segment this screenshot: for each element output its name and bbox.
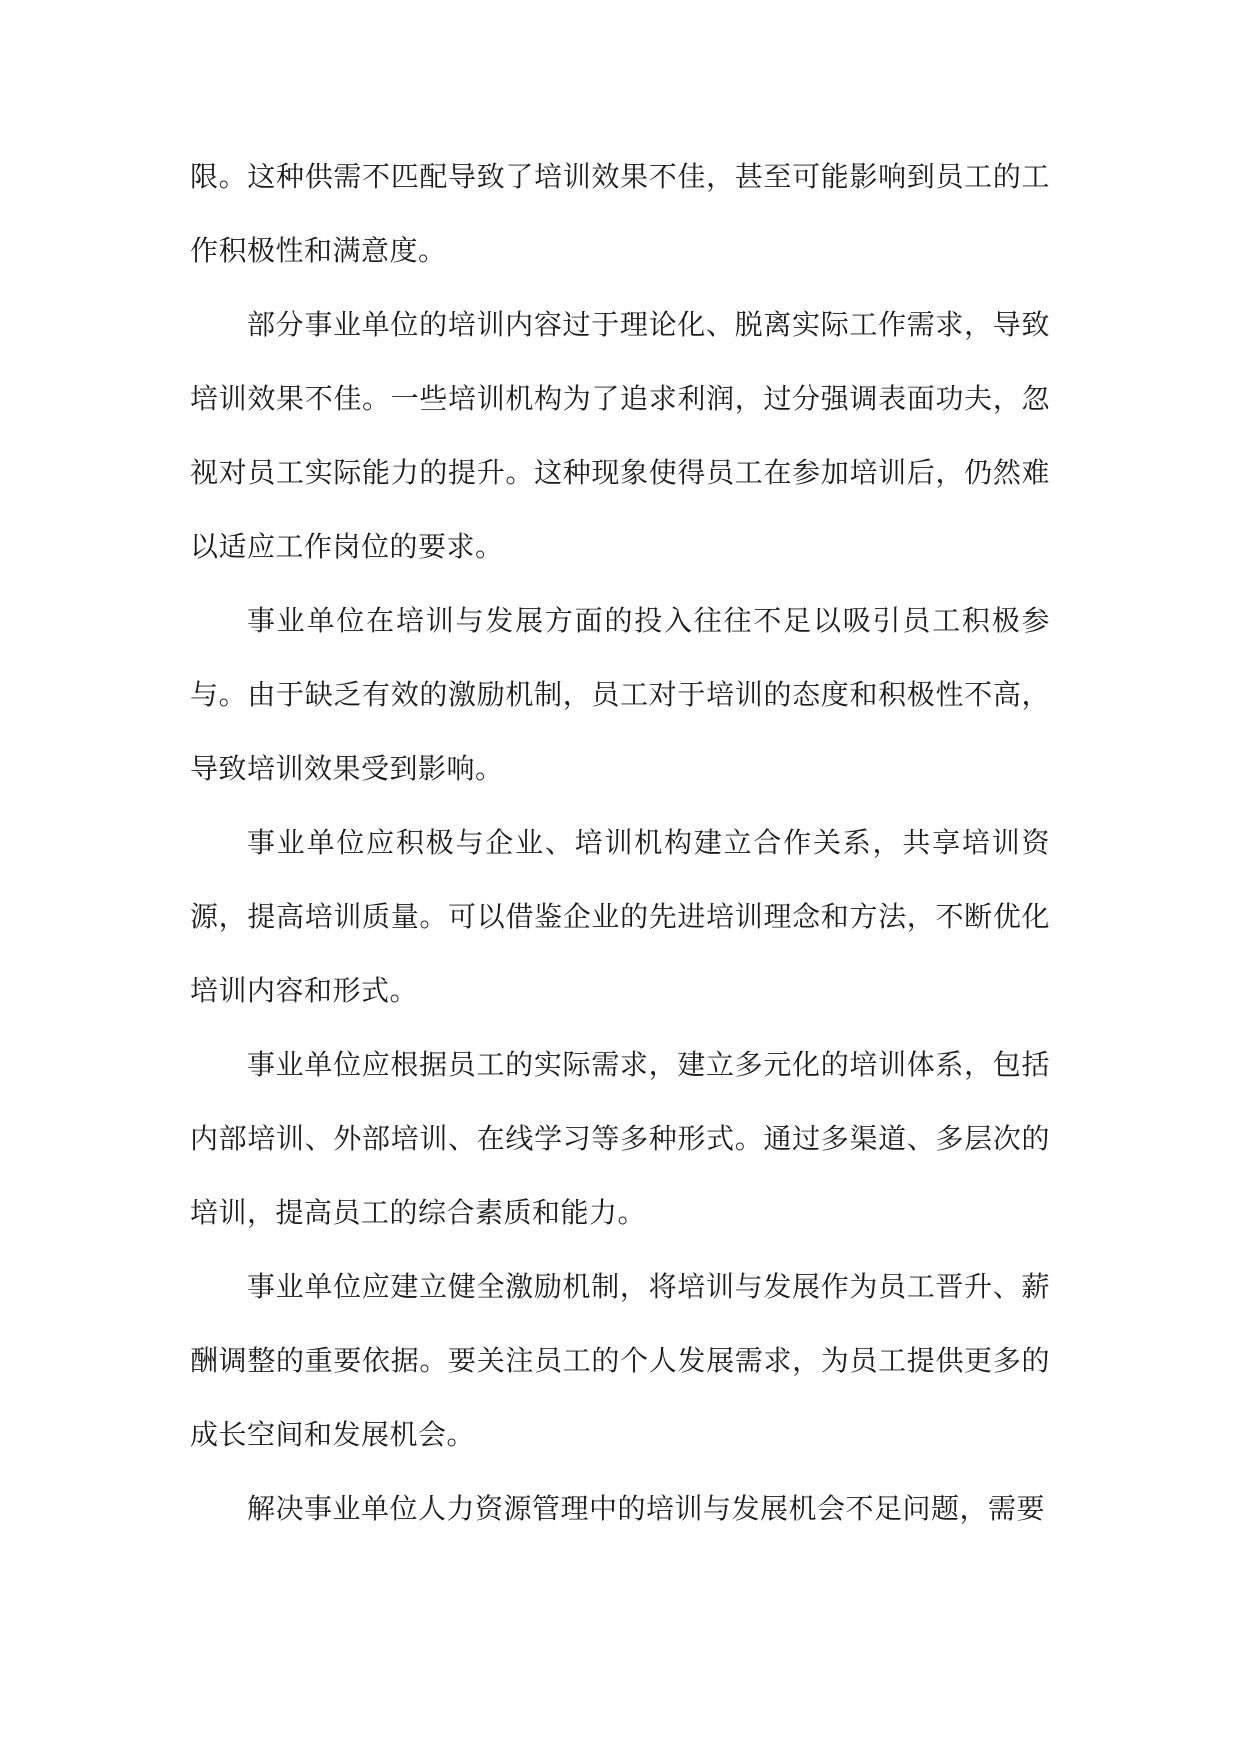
paragraph: 解决事业单位人力资源管理中的培训与发展机会不足问题，需要 xyxy=(247,1492,1046,1525)
paragraph: 事业单位在培训与发展方面的投入往往不足以吸引员工积极参与。由于缺乏有效的激励机制，员工对于培训的态度和积极性不高，导致培训效果受到影响。 xyxy=(190,604,1050,785)
paragraph: 事业单位应建立健全激励机制，将培训与发展作为员工晋升、薪酬调整的重要依据。要关注员工的个人发展需求，为员工提供更多的成长空间和发展机会。 xyxy=(190,1270,1050,1451)
paragraph: 限。这种供需不匹配导致了培训效果不佳，甚至可能影响到员工的工作积极性和满意度。 xyxy=(190,160,1050,267)
paragraph: 部分事业单位的培训内容过于理论化、脱离实际工作需求，导致培训效果不佳。一些培训机构为了追求利润，过分强调表面功夫，忽视对员工实际能力的提升。这种现象使得员工在参加培训后，仍然难以适应工作岗位的要求。 xyxy=(190,308,1050,563)
paragraph: 事业单位应根据员工的实际需求，建立多元化的培训体系，包括内部培训、外部培训、在线学习等多种形式。通过多渠道、多层次的培训，提高员工的综合素质和能力。 xyxy=(190,1048,1050,1229)
paragraph: 事业单位应积极与企业、培训机构建立合作关系，共享培训资源，提高培训质量。可以借鉴企业的先进培训理念和方法，不断优化培训内容和形式。 xyxy=(190,826,1050,1007)
document-body xyxy=(190,140,1050,1546)
